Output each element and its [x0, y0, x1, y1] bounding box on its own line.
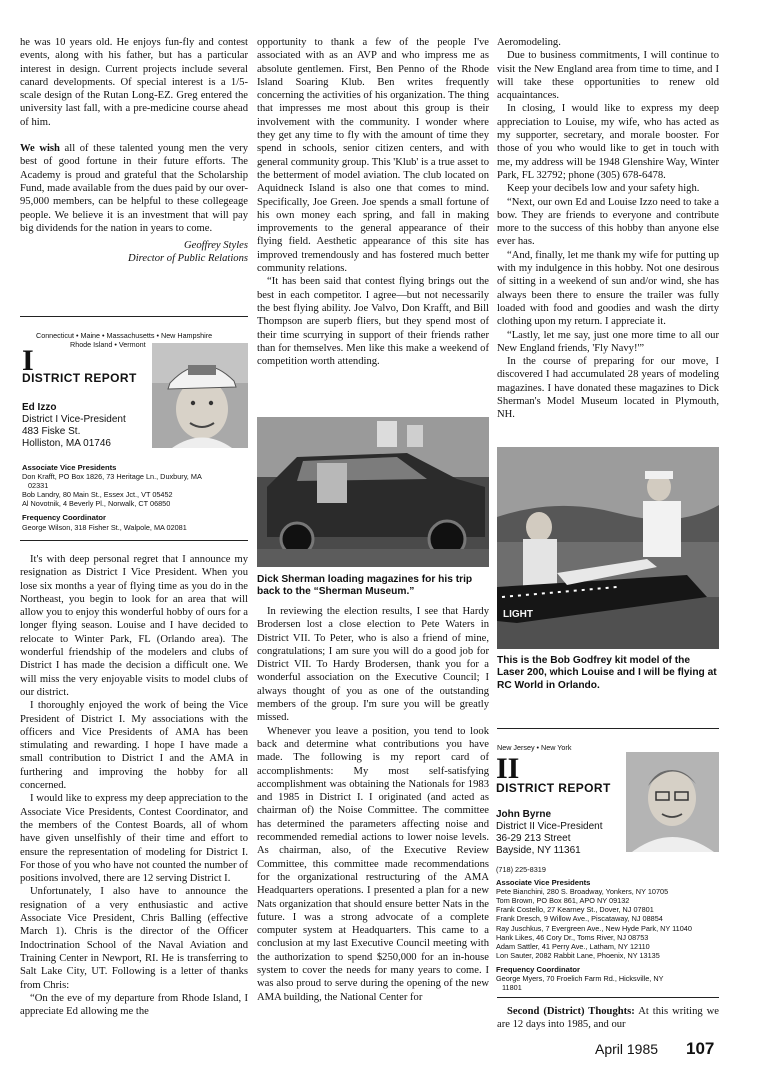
scholarship-paragraph: We wish all of these talented young men the very best of good fortune in their future efforts. The Academy is proud and grateful that the Scholarship Fund, made available from the dues paid by our over-95,000 members, can be helpful to these collegeage people. We believe it is an investment that will pay big dividends for the nation in years to come. [20, 143, 249, 234]
airplane-photo-graphic [497, 447, 719, 649]
second-thoughts-paragraph: Second (District) Thoughts: At this writing we are 12 days into 1985, and our [497, 1006, 719, 1031]
footer-issue-date: April 1985 [595, 1041, 659, 1057]
district2-states: New Jersey • New York [497, 743, 572, 752]
column3-closing [497, 1005, 719, 1032]
portrait2-photo-graphic [626, 752, 719, 852]
portrait-photo-graphic [152, 343, 248, 448]
sherman-photo-caption: Dick Sherman loading magazines for his trip back to the “Sherman Museum.” [257, 574, 473, 598]
column1-body: It's with deep personal regret that I announce my resignation as District I Vice President. When you lose six months a year of flying time as you do in the Northeast, you begin to look for an area that will allow you to enjoy this wonderful hobby of ours for a longer flying season. Louise and I have decided to relocate to Winter Park, FL (Orlando area). The wonderful friendship of the modelers and clubs of District I has made the decision a difficult one. We will miss the very enjoyable visits to model clubs of our district. I thoroughly enjoyed the work of being the Vice President of District I. My associations with the officers and Vice Presidents of AMA has been stimulating and rewarding. I hope I have made a small contribution to District I and the AMA in furthering and improving the hobby for all concerned. I would like to express my deep appreciation to the Associate Vice Presidents, Contest Coordinator, and the members of the Contest Boards, all of whom have given unselfishly of their time and effort to ensure the representation of modeling for District I. For those of you who have not counted the number of positions involved, there are 12 serving District I. Unfortunately, I also have to announce the resignation of a very enthusiastic and active Associate Vice President, Chris Balling (effective March 1). Chris is the director of the Officer Indoctrination School of the Naval Aviation and Training Center in Newport, RI. He is transferring to Salt Lake City, UT. Following is a letter of thanks from Chris: “On the eve of my departure from Rhode Island, I appreciate Ed allowing me the [20, 554, 248, 1018]
district1-officers: Associate Vice Presidents Don Krafft, PO Box 1826, 73 Heritage Ln., Duxbury, MA 02331 Bob Landry, 80 Main St., Essex Jct., VT 05452 Al Novotnik, 4 Beverly Pl., Norwalk, CT 06850 Frequency Coordinator George Wilson, 318 Fisher St., Walpole, MA 02081 [22, 463, 202, 532]
ed-izzo-portrait [152, 343, 248, 448]
district1-title: DISTRICT REPORT [22, 371, 137, 385]
car-photo-graphic [257, 417, 489, 567]
column3-divider [497, 728, 719, 729]
district2-header-bottom-rule [497, 997, 719, 998]
district1-numeral: I [22, 344, 34, 377]
district2-address: John Byrne District II Vice-President 36-29 213 Street Bayside, NY 11361 [496, 809, 603, 856]
district1-address: Ed Izzo District I Vice-President 483 Fiske St. Holliston, MA 01746 [22, 402, 126, 449]
column1-divider [20, 316, 248, 317]
column3-top: Aeromodeling. Due to business commitments, I will continue to visit the New England area from time to time, and I will take these opportunities to renew old acquaintances. In closing, I would like to express my deep appreciation to Louise, my wife, who has acted as my supporter, secretary, and morale booster. For those of you who would like to get in touch with me, my address will be 1948 Glenshire Way, Winter Park, FL 32792; phone (305) 678-6478. Keep your decibels low and your safety high. “Next, our own Ed and Louise Izzo need to take a bow. They are friends to everyone and contribute more to the success of this hobby than anyone else ever has. “And, finally, let me thank my wife for putting up with my indulgence in this hobby. Not one desirous of sitting in a weekend of sun and/or wind, she has always been there to ensure the trailer was fully loaded with food and goodies and wash the dirty clothing upon my return. I appreciate it. “Lastly, let me say, just one more time to all our New England friends, 'Fly Navy!'” In the course of preparing for our move, I discovered I had accumulated 28 years of modeling magazines. I have donated these magazines to Dick Sherman's Model Museum located in Plymouth, NH. [497, 37, 719, 421]
district2-title: DISTRICT REPORT [496, 781, 611, 795]
column1-intro: he was 10 years old. He enjoys fun-fly and contest events, along with his father, but has a particular interest in design. Current projects include several canard developments. Of special interest is a 1/5-scale design of the Rutan Long-EZ. Greg entered the university last fall, with a pre-medicine course ahead of him. [20, 37, 248, 128]
sherman-loading-photo [257, 417, 489, 567]
plane-fuselage-text: LIGHT [503, 609, 533, 620]
district1-states: Connecticut • Maine • Massachusetts • New Hampshire Rhode Island • Vermont [36, 331, 213, 349]
john-byrne-portrait [626, 752, 719, 852]
district2-officers: (718) 225-8319 Associate Vice Presidents Pete Bianchini, 280 S. Broadway, Yonkers, NY 10705 Tom Brown, PO Box 861, APO NY 09132 Frank Costello, 27 Kearney St., Dover, NJ 07801 Frank Dresch, 9 Willow Ave., Piscataway, NJ 08854 Ray Juschkus, 7 Evergreen Ave., New Hyde Park, NY 11040 Hank Likes, 46 Cory Dr., Toms River, NJ 08753 Adam Sattler, 41 Perry Ave., Latham, NY 12110 Lon Sauter, 2082 Rabbit Lane, Phoenix, NY 13135 Frequency Coordinator George Myers, 70 Froelich Farm Rd., Hicksville, NY 11801 [496, 865, 692, 993]
laser-200-photo [497, 447, 719, 649]
footer-page-number: 107 [686, 1039, 715, 1058]
signature-title: Director of Public Relations [128, 253, 248, 265]
district1-header-bottom-rule [20, 540, 248, 541]
signature-name: Geoffrey Styles [183, 240, 248, 252]
district2-numeral: II [496, 752, 520, 785]
column1-top [20, 36, 248, 266]
column2-bottom: In reviewing the election results, I see that Hardy Brodersen lost a close election to Pete Waters in District VII. To Peter, who is also a friend of mine, congratulations; I am sure you will do a good job for District VII. To Hardy Brodersen, thank you for a wonderful association on the Executive Council; I always thought of you as one of the outstanding members of the group. I'm sure you will be greatly missed. Whenever you leave a position, you tend to look back and determine what contributions you have made. The following is my report card of accomplishments: My most self-satisfying accomplishment was obtaining the Nationals for 1983 and 1985 in District I. I originated (and acted as chairman of) the Noise Committee. The committee has determined the parameters affecting noise and recommended remedial actions to lower noise levels. As chairman, also, of the Executive Review Committee, this committee made recommendations for the organizational restructuring of the AMA Headquarters operations. I presented a plan for a new Nats organization that should ensure better Nats in the future. I was a strong advocate of a complete computer system at Headquarters. This came to a conclusion at my last Executive Council meeting with the authorization to spend $250,000 for an in-house system to cover the needs for many years to come. I was also proud to serve during the opening of the new AMA building, the National Center for [257, 606, 489, 1003]
column2-top: opportunity to thank a few of the people I've associated with as an AVP and who impress me as absolute gentlemen. First, Ben Penno of the Rhode Island Soaring Klub. Ben writes frequently concerning the activities of his organization. The thing that impresses me most about this group is their involvement with the community. I wonder where they get any time to fly with the amount of time they spend in schools, senior citizen centers, and with general community group. This 'Klub' is a true asset to the betterment of model aviation. The club located on Aquidneck Island is also one that comes to mind. Specifically, Joe Green. Joe spends a small fortune of his own money each spring, and fall in making improvements to the general appearance of their flying field. Aesthetic appearance of this site has improved tremendously and has fostered much better community relations. “It has been said that contest flying brings out the best in each competitor. I agree—but not necessarily the best flying ability. Joe Valvo, Don Krafft, and Bill Thompson are superb fliers, but they spend most of their time scurrying in support of their friends rather than for themselves. Men like this make a weekend of competition worth attending. [257, 37, 489, 368]
laser-photo-caption: This is the Bob Godfrey kit model of the Laser 200, which Louise and I will be flying at RC World in Orlando. [497, 655, 717, 691]
